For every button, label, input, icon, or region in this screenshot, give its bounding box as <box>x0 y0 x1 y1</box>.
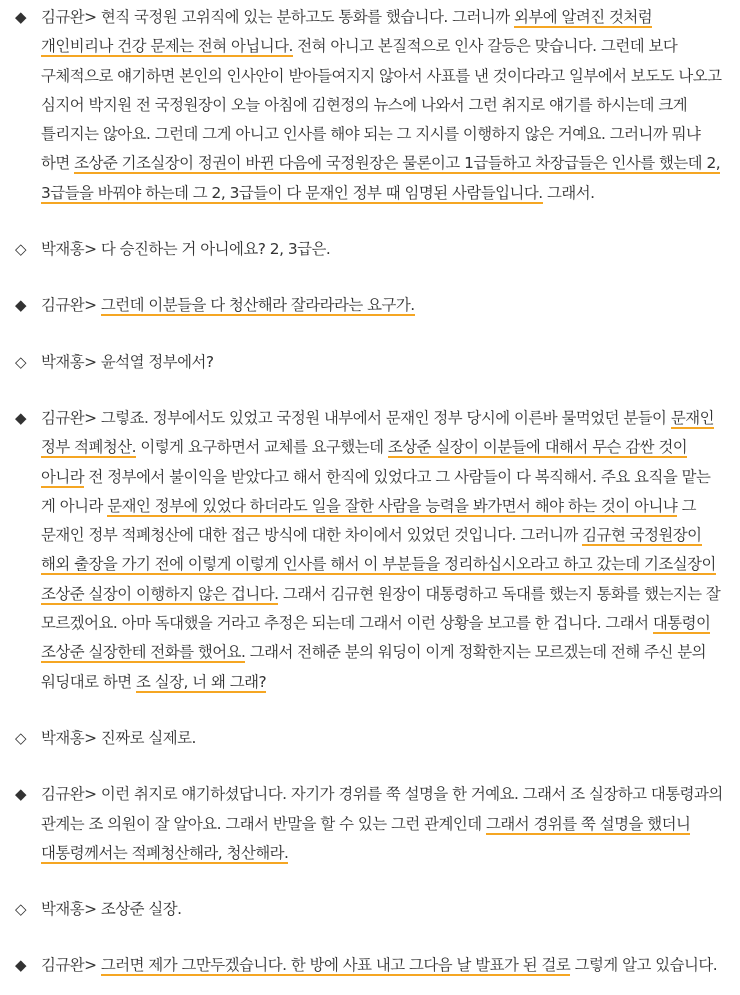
highlighted-text: 조상준 기조실장이 정권이 바뀐 다음에 국정원장은 물론이고 1급들하고 차장급들은 인사를 했는데 2, 3급들을 바꿔야 하는데 그 2, 3급들이 다 문재인 정부 때 임명된 사람들입니다. <box>41 154 721 202</box>
highlighted-text: 그래서 경위를 쭉 설명을 했더니 대통령께서는 적폐청산해라, 청산해라. <box>41 814 691 862</box>
highlighted-text: 그러면 제가 그만두겠습니다. 한 방에 사표 내고 그다음 날 발표가 된 걸로 <box>100 956 571 975</box>
highlighted-text: 조상준 실장이 이분들에 대해서 무슨 감싼 것이 아니라 <box>41 438 688 486</box>
text-run: 전 정부에서 불이익을 받았다고 해서 한직에 있었다고 그 사람들이 다 복직해서. 주요 요직을 맡는 게 아니라 <box>41 467 711 515</box>
transcript-paragraph <box>15 780 726 868</box>
text-run: 김규완> <box>41 956 101 975</box>
transcript-paragraph <box>15 724 726 753</box>
transcript-body <box>15 3 726 981</box>
filled-diamond-icon: ◆ <box>15 408 27 427</box>
filled-diamond-icon: ◆ <box>15 785 27 804</box>
highlighted-text: 그런데 이분들을 다 청산해라 잘라라라는 요구가. <box>100 296 415 315</box>
text-run: 김규완> 그렇죠. 정부에서도 있었고 국정원 내부에서 문재인 정부 당시에 이른바 물먹었던 분들이 <box>41 408 671 427</box>
transcript-paragraph <box>15 3 726 208</box>
hollow-diamond-icon: ◇ <box>15 728 27 747</box>
transcript-paragraph <box>15 235 726 264</box>
text-run: 박재홍> 진짜로 실제로. <box>41 728 196 747</box>
text-run: 그렇게 알고 있습니다. <box>570 956 718 975</box>
transcript-paragraph <box>15 291 726 320</box>
text-run: 그래서. <box>542 183 595 202</box>
hollow-diamond-icon: ◇ <box>15 352 27 371</box>
text-run: 김규완> 현직 국정원 고위직에 있는 분하고도 통화를 했습니다. 그러니까 <box>41 8 514 26</box>
filled-diamond-icon: ◆ <box>15 8 27 26</box>
text-run: 이렇게 요구하면서 교체를 요구했는데 <box>136 438 388 457</box>
text-run: 김규완> <box>41 296 101 315</box>
text-run: 박재홍> 다 승진하는 거 아니에요? 2, 3급은. <box>41 240 331 259</box>
highlighted-text: 조 실장, 너 왜 그래? <box>136 672 267 691</box>
transcript-paragraph <box>15 951 726 980</box>
text-run: 그래서 김규현 원장이 대통령하고 독대를 했는지 통화를 했는지는 잘 모르겠어요. 아마 독대했을 거라고 추정은 되는데 그래서 이런 상황을 보고를 한 겁니다. 그래서 <box>41 584 721 633</box>
text-run: 김규완> 이런 취지로 얘기하셨답니다. 자기가 경위를 쭉 설명을 한 거예요. 그래서 조 실장하고 대통령과의 관계는 조 의원이 잘 알아요. 그래서 반말을 할 수 있는 그런 관계인데 <box>41 785 723 833</box>
highlighted-text: 대통령이 조상준 실장한테 전화를 했어요. <box>41 614 711 662</box>
filled-diamond-icon: ◆ <box>15 956 27 975</box>
highlighted-text: 문재인 정부 적폐청산. <box>41 408 714 457</box>
highlighted-text: 외부에 알려진 것처럼 개인비리나 건강 문제는 전혀 아닙니다. <box>41 8 653 56</box>
highlighted-text: 문재인 정부에 있었다 하더라도 일을 잘한 사람을 능력을 봐가면서 해야 하는 것이 아니냐 <box>107 496 678 515</box>
hollow-diamond-icon: ◇ <box>15 900 27 919</box>
text-run: 박재홍> 윤석열 정부에서? <box>41 352 214 371</box>
filled-diamond-icon: ◆ <box>15 296 27 315</box>
transcript-paragraph <box>15 895 726 924</box>
text-run: 전혀 아니고 본질적으로 인사 갈등은 맞습니다. 그런데 보다 구체적으로 얘기하면 본인의 인사안이 받아들여지지 않아서 사표를 낸 것이다라고 일부에서 보도도 나오고 심지어 박지원 전 국정원장이 오늘 아침에 김현정의 뉴스에 나와서 그런 취지로 얘기를 하시는데 크게 틀리지는 않아요. 그런데 그게 아니고 인사를 해야 되는 그 지시를 이행하지 않은 거예요. 그러니까 뭐냐 하면 <box>41 37 722 173</box>
hollow-diamond-icon: ◇ <box>15 240 27 259</box>
text-run: 그래서 전해준 분의 워딩이 이게 정확한지는 모르겠는데 전해 주신 분의 워딩대로 하면 <box>41 643 706 691</box>
transcript-paragraph <box>15 348 726 377</box>
text-run: 박재홍> 조상준 실장. <box>41 900 182 919</box>
highlighted-text: 김규현 국정원장이 해외 출장을 가기 전에 이렇게 이렇게 인사를 해서 이 부분들을 정리하십시오라고 하고 갔는데 기조실장이 조상준 실장이 이행하지 않은 겁니다. <box>41 526 716 603</box>
text-run: 그 문재인 정부 적폐청산에 대한 접근 방식에 대한 차이에서 있었던 것입니다. 그러니까 <box>41 496 696 545</box>
transcript-paragraph <box>15 404 726 697</box>
